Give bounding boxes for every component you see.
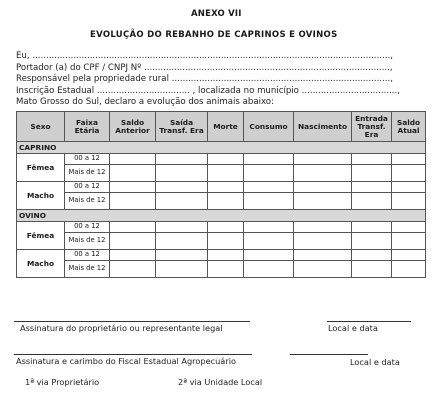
table-cell[interactable] [110, 193, 156, 210]
table-cell[interactable] [208, 261, 244, 278]
form-line-name: Eu, ..................................................................................................................................., [16, 51, 393, 61]
table-header-row [17, 112, 426, 142]
form-line-property: Responsável pela propriedade rural ................................................................................, [16, 74, 393, 84]
sex-label: Fêmea [17, 154, 65, 182]
table-cell[interactable] [208, 193, 244, 210]
table-row [17, 250, 426, 261]
sex-label: Macho [17, 250, 65, 278]
form-line-cpf: Portador (a) do CPF / CNPJ Nº .........................................................................................., [16, 63, 393, 73]
document-title: EVOLUÇÃO DO REBANHO DE CAPRINOS E OVINOS [90, 30, 338, 40]
table-cell[interactable] [294, 233, 352, 250]
place-date-label-2: Local e data [350, 357, 400, 367]
table-cell[interactable] [244, 250, 294, 261]
first-copy-label: 1ª via Proprietário [25, 377, 100, 387]
table-cell[interactable] [208, 165, 244, 182]
table-cell[interactable] [294, 182, 352, 193]
table-cell[interactable] [244, 154, 294, 165]
table-row [17, 261, 426, 278]
fiscal-signature-line [14, 354, 252, 355]
table-cell[interactable] [156, 250, 208, 261]
table-cell[interactable] [392, 233, 426, 250]
table-cell[interactable] [208, 154, 244, 165]
table-cell[interactable] [352, 165, 392, 182]
table-cell[interactable] [208, 222, 244, 233]
table-row [17, 233, 426, 250]
table-row [17, 165, 426, 182]
table-cell[interactable] [110, 233, 156, 250]
sex-label: Fêmea [17, 222, 65, 250]
table-cell[interactable] [352, 233, 392, 250]
second-copy-label: 2ª via Unidade Local [178, 377, 263, 387]
age-range: 00 a 12 [65, 154, 110, 165]
table-cell[interactable] [352, 222, 392, 233]
table-cell[interactable] [156, 233, 208, 250]
table-cell[interactable] [294, 250, 352, 261]
column-header: Entrada Transf. Era [352, 112, 392, 142]
group-row-caprino [17, 142, 426, 154]
table-cell[interactable] [244, 193, 294, 210]
table-cell[interactable] [244, 233, 294, 250]
table-cell[interactable] [352, 154, 392, 165]
group-label: CAPRINO [17, 142, 426, 154]
table-cell[interactable] [352, 250, 392, 261]
table-cell[interactable] [392, 222, 426, 233]
age-range: 00 a 12 [65, 182, 110, 193]
table-cell[interactable] [392, 165, 426, 182]
table-cell[interactable] [352, 182, 392, 193]
age-range: Mais de 12 [65, 193, 110, 210]
age-range: 00 a 12 [65, 250, 110, 261]
annex-label: ANEXO VII [191, 9, 242, 19]
table-cell[interactable] [392, 182, 426, 193]
table-cell[interactable] [208, 182, 244, 193]
column-header: Sexo [17, 112, 65, 142]
table-cell[interactable] [352, 261, 392, 278]
column-header: Consumo [244, 112, 294, 142]
fiscal-signature-label: Assinatura e carimbo do Fiscal Estadual Agropecuário [16, 356, 236, 366]
table-cell[interactable] [294, 154, 352, 165]
table-cell[interactable] [110, 261, 156, 278]
herd-evolution-table [16, 111, 426, 278]
table-row [17, 154, 426, 165]
column-header: Nascimento [294, 112, 352, 142]
column-header: Morte [208, 112, 244, 142]
column-header: Saldo Anterior [110, 112, 156, 142]
table-cell[interactable] [156, 222, 208, 233]
owner-signature-line [14, 321, 250, 322]
table-cell[interactable] [352, 193, 392, 210]
table-cell[interactable] [392, 154, 426, 165]
group-row-ovino [17, 210, 426, 222]
table-cell[interactable] [110, 250, 156, 261]
age-range: Mais de 12 [65, 261, 110, 278]
table-cell[interactable] [208, 233, 244, 250]
form-line-registration: Inscrição Estadual .................................. , localizada no município ..................................., [16, 86, 401, 96]
table-cell[interactable] [156, 261, 208, 278]
table-cell[interactable] [110, 154, 156, 165]
table-row [17, 182, 426, 193]
owner-signature-label: Assinatura do proprietário ou representante legal [20, 323, 223, 333]
table-cell[interactable] [110, 165, 156, 182]
table-row [17, 193, 426, 210]
table-cell[interactable] [244, 222, 294, 233]
age-range: Mais de 12 [65, 165, 110, 182]
form-line-declaration: Mato Grosso do Sul, declaro a evolução dos animais abaixo: [16, 97, 274, 107]
table-cell[interactable] [392, 193, 426, 210]
table-cell[interactable] [244, 165, 294, 182]
table-cell[interactable] [156, 193, 208, 210]
table-cell[interactable] [156, 182, 208, 193]
column-header: Saída Transf. Era [156, 112, 208, 142]
table-cell[interactable] [110, 222, 156, 233]
table-cell[interactable] [294, 193, 352, 210]
table-cell[interactable] [156, 165, 208, 182]
age-range: Mais de 12 [65, 233, 110, 250]
table-cell[interactable] [392, 261, 426, 278]
age-range: 00 a 12 [65, 222, 110, 233]
place-date-line-1 [327, 321, 411, 322]
table-cell[interactable] [294, 222, 352, 233]
place-date-line-2 [290, 354, 368, 355]
table-cell[interactable] [294, 165, 352, 182]
table-cell[interactable] [392, 250, 426, 261]
column-header: Saldo Atual [392, 112, 426, 142]
group-label: OVINO [17, 210, 426, 222]
table-cell[interactable] [110, 182, 156, 193]
table-cell[interactable] [244, 182, 294, 193]
table-cell[interactable] [244, 261, 294, 278]
table-cell[interactable] [156, 154, 208, 165]
table-cell[interactable] [208, 250, 244, 261]
column-header: Faixa Etária [65, 112, 110, 142]
sex-label: Macho [17, 182, 65, 210]
place-date-label-1: Local e data [328, 323, 378, 333]
table-row [17, 222, 426, 233]
table-cell[interactable] [294, 261, 352, 278]
